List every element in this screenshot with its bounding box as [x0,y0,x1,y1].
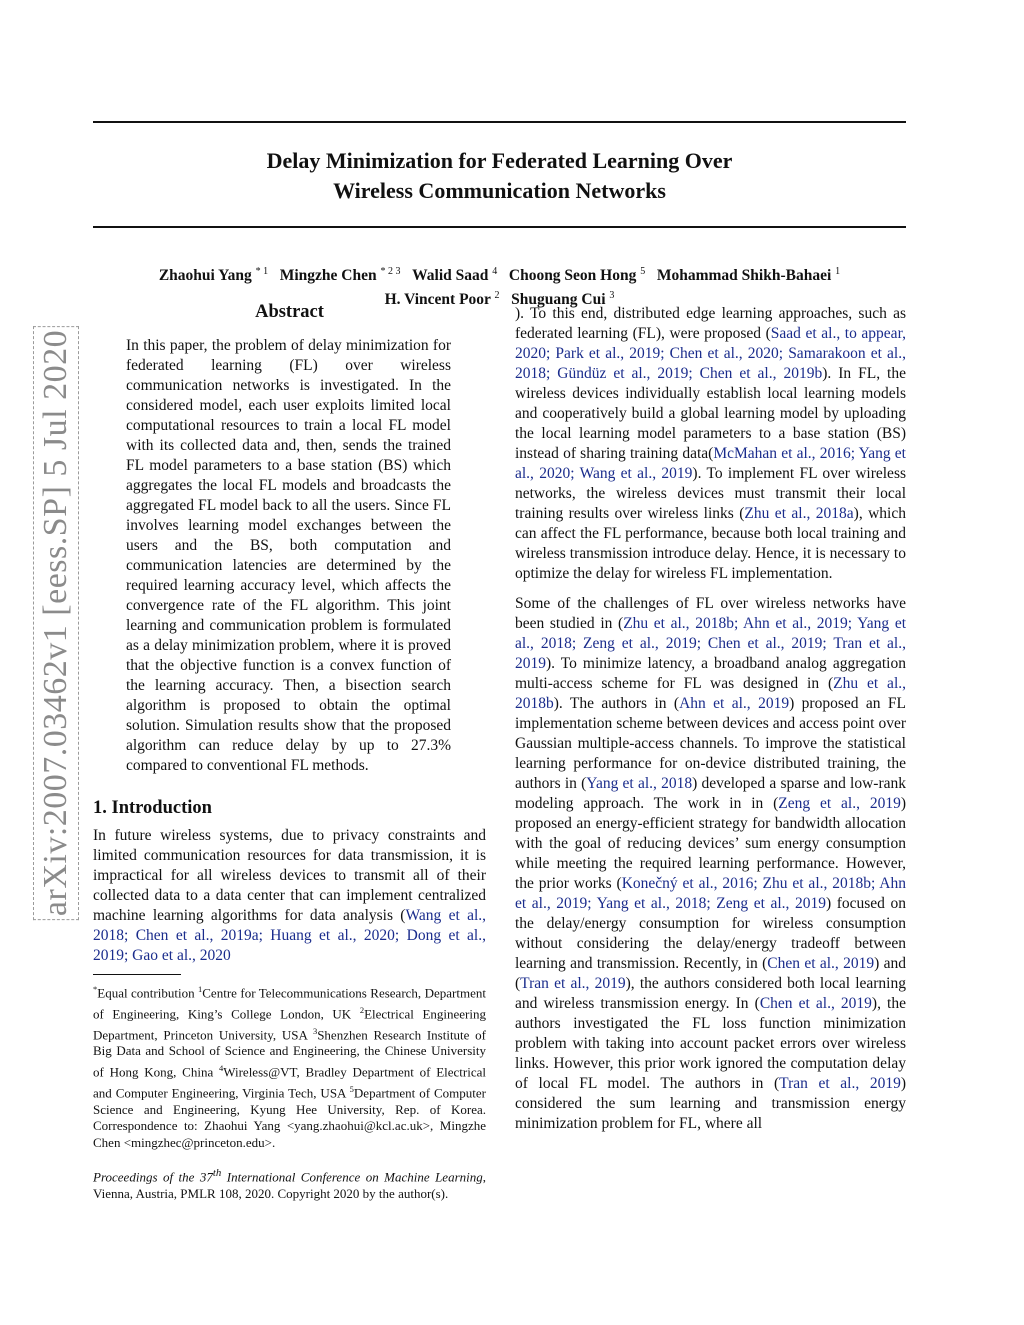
footnote-text: Department of Computer Science and Engineering, Kyung Hee University, Rep. of Korea. Correspondence to: Zhaohui Yang <yang.zhaohui@kcl.ac.uk>, Mingzhe Chen <mingzhec@princeton.edu>. [93,1085,486,1150]
footnote-text: Centre for Telecommunications Research, Department of Engineering, King’s College London, UK [93,985,486,1022]
citation-link[interactable]: Zhu et al., 2018b [515,675,906,712]
footnote-mark: 1 [198,984,203,994]
citation-link[interactable]: McMahan et al., 2016; Yang et al., 2020; Wang et al., 2019 [515,445,906,482]
citation-link[interactable]: Wang et al., 2018; Chen et al., 2019a; Huang et al., 2020; Dong et al., 2019; Gao et al., 2020 [93,907,487,964]
intro-text: In future wireless systems, due to privacy constraints and limited communication resources for data transmission, it is impractical for all wireless devices to transmit all of their collected data to a data center that can implement centralized machine learning algorithms for data analysis ( [93,827,486,924]
intro-text: ) and ( [515,955,907,992]
intro-text: ). In FL, the wireless devices individually establish local learning models and cooperatively build a global learning model by uploading the local learning model parameters to a base station (BS) instead of sharing training data( [515,365,906,462]
citation-link[interactable]: Konečný et al., 2016; Zhu et al., 2018b; Ahn et al., 2019; Yang et al., 2018; Zeng et al., 2019 [515,875,906,912]
intro-text: ), which can affect the FL performance, because both local training and wireless transmission introduce delay. Hence, it is necessary to optimize the delay for wireless FL implementation. [515,505,906,582]
author-affiliation-mark: * 1 [255,266,269,277]
intro-text: ), the authors considered both local learning and wireless transmission energy. In ( [515,975,906,1012]
author-affiliation-mark: 1 [835,266,841,277]
intro-paragraph-1-start [93,826,486,966]
title-line-1: Delay Minimization for Federated Learning Over [266,148,733,173]
intro-text: ) focused on the delay/energy consumption for wireless consumption without considering the delay/energy tradeoff between learning and transmission. Recently, in ( [515,895,906,972]
title-bottom-rule [93,226,906,228]
footnote-text: Electrical Engineering Department, Princeton University, USA [93,1006,486,1042]
citation-link[interactable]: Zeng et al., 2019 [778,795,901,812]
proceedings-note [93,1165,486,1202]
citation-link[interactable]: Saad et al., to appear, 2020; Park et al., 2019; Chen et al., 2020; Samarakoon et al., 2018; Gündüz et al., 2019; Chen et al., 2019b [515,325,906,382]
paper-title [93,146,906,206]
citation-link[interactable]: Zhu et al., 2018a [744,505,854,522]
right-column [515,304,906,1134]
citation-link[interactable]: Chen et al., 2019 [759,995,872,1012]
author-affiliation-mark: 2 [494,290,500,302]
intro-text: Some of the challenges of FL over wireless networks have been studied in ( [515,595,906,632]
title-top-rule [93,121,906,123]
title-line-2: Wireless Communication Networks [333,178,666,203]
footnote-mark: * [93,984,98,994]
author-affiliation-mark: * 2 3 [380,266,401,277]
citation-link[interactable]: Yang et al., 2018 [586,775,693,792]
proceedings-text: Proceedings of the [93,1169,200,1185]
author-name: Zhaohui Yang [158,267,252,285]
intro-text: ) developed a sparse and low-rank modeling approach. The work in in ( [515,775,906,812]
footnote-mark: 5 [349,1083,354,1094]
footnote-mark: 2 [359,1004,365,1015]
intro-text: ). The authors in ( [553,695,680,712]
introduction-heading: 1. Introduction [93,798,212,818]
intro-text: ). To this end, distributed edge learning approaches, such as federated learning (FL), were proposed ( [515,305,906,342]
author-name: Shuguang Cui [511,291,606,309]
intro-text: ), the authors investigated the FL loss function minimization problem with taking into account packet errors over wireless links. However, this prior work ignored the computation delay of local FL model. The authors in ( [515,995,906,1092]
intro-paragraph-2 [515,594,906,1134]
citation-link[interactable]: Tran et al., 2019 [520,975,626,992]
arxiv-identifier-stamp[interactable]: arXiv:2007.03462v1 [eess.SP] 5 Jul 2020 [37,329,74,917]
author-affiliation-mark: 3 [609,290,615,302]
author-affiliation-mark: 4 [492,266,498,277]
footnote-text: Wireless@VT, Bradley Department of Electrical and Computer Engineering, Virginia Tech, USA [93,1064,486,1101]
footnote-text: Shenzhen Research Institute of Big Data and School of Science and Engineering, the Chinese University of Hong Kong, China [93,1026,486,1080]
intro-text: ) proposed an energy-efficient strategy for bandwidth allocation with the goal of reducing devices’ sum energy consumption while meeting the required learning performance. However, the prior works ( [515,795,906,892]
intro-paragraph-1-continued [515,304,906,584]
footnote-rule [93,974,181,975]
abstract-heading: Abstract [255,302,324,322]
intro-text: ) proposed an FL implementation scheme between devices and access point over Gaussian multiple-access channels. To improve the statistical learning performance for on-device distributed training, the authors in ( [515,695,907,792]
footnote-mark: 3 [312,1025,318,1036]
author-line-1 [93,262,906,286]
affiliations-footnote [93,981,486,1151]
proceedings-number: 37 [199,1169,213,1185]
author-name: Walid Saad [412,267,489,285]
citation-link[interactable]: Tran et al., 2019 [779,1075,901,1092]
author-name: H. Vincent Poor [384,291,491,309]
intro-text: ). To minimize latency, a broadband analog aggregation multi-access scheme for FL was designed in ( [515,655,906,692]
citation-link[interactable]: Ahn et al., 2019 [679,695,790,712]
citation-link[interactable]: Zhu et al., 2018b; Ahn et al., 2019; Yang et al., 2018; Zeng et al., 2019; Chen et al., 2019; Tran et al., 2019 [515,615,906,672]
left-column [93,300,486,1202]
author-name: Mohammad Shikh-Bahaei [656,267,832,285]
citation-link[interactable]: Chen et al., 2019 [767,955,875,972]
proceedings-conference: International Conference on Machine Learning [221,1169,483,1185]
proceedings-ordinal: th [212,1167,222,1180]
author-affiliation-mark: 5 [640,266,646,277]
intro-text: ) considered the sum learning and transmission energy minimization problem for FL, where all [515,1075,906,1132]
footnote-mark: 4 [218,1062,224,1073]
proceedings-venue: , Vienna, Austria, PMLR 108, 2020. Copyright 2020 by the author(s). [93,1169,486,1201]
author-name: Choong Seon Hong [508,267,637,285]
intro-text: ). To implement FL over wireless networks, the wireless devices must transmit their local training results over wireless links ( [515,465,907,522]
footnote-text: Equal contribution [97,985,199,1001]
abstract-text: In this paper, the problem of delay minimization for federated learning (FL) over wireless communication networks is investigated. In the considered model, each user exploits limited local computational resources to train a local FL model with its collected data and, then, sends the trained FL model parameters to a base station (BS) which aggregates the local FL models and broadcasts the aggregated FL model back to all the users. Since FL involves learning model exchanges between the users and the BS, both computation and communication latencies are determined by the required learning accuracy level, which affects the convergence rate of the FL algorithm. This joint learning and communication problem is formulated as a delay minimization problem, where it is proved that the objective function is a convex function of the learning accuracy. Then, a bisection search algorithm is proposed to obtain the optimal solution. Simulation results show that the proposed algorithm can reduce delay by up to 27.3% compared to conventional FL methods. [126,337,451,774]
author-name: Mingzhe Chen [279,267,377,285]
